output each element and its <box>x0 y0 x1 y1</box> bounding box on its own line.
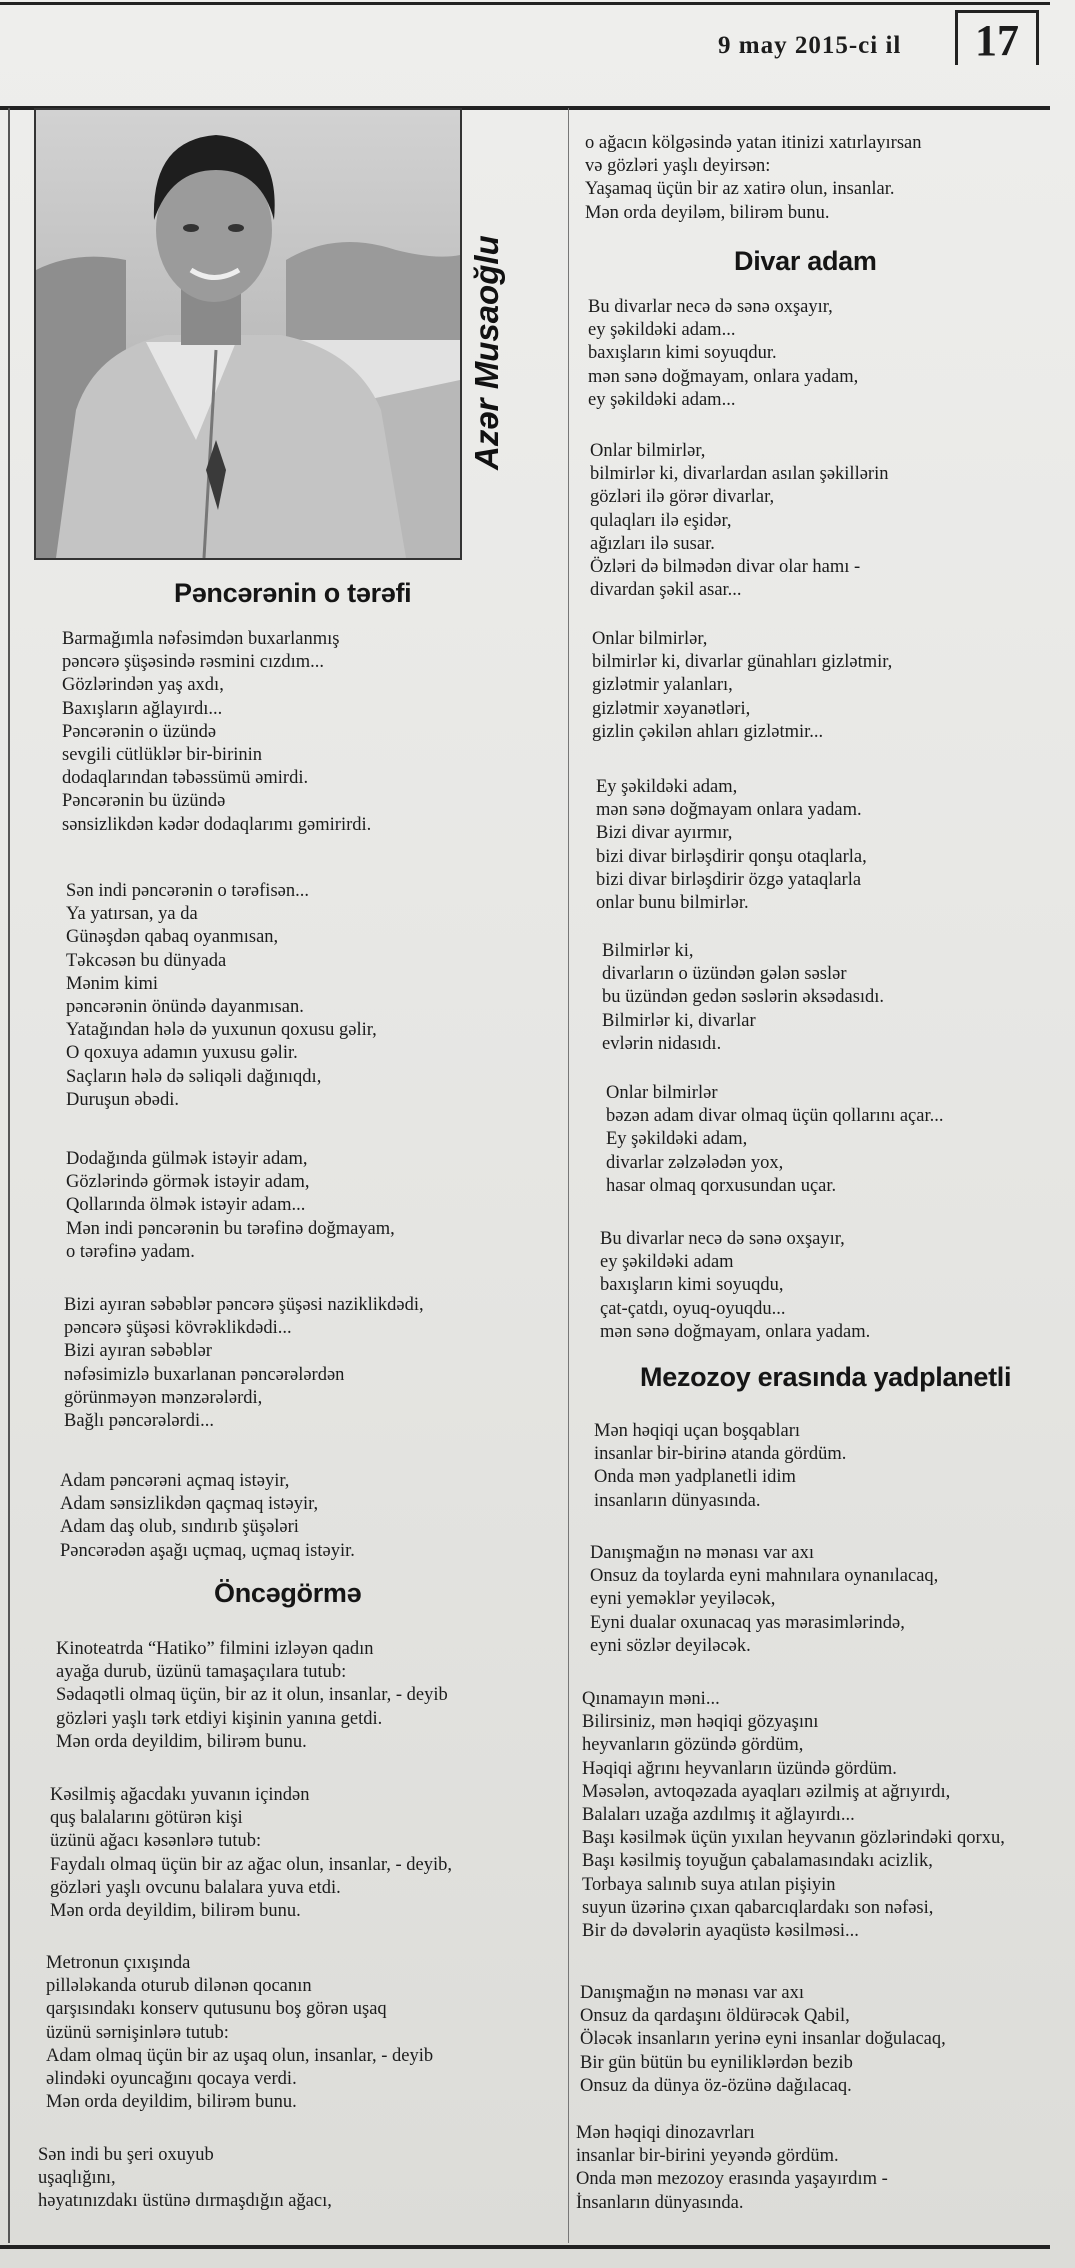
verse-line: ayağa durub, üzünü tamaşaçılara tutub: <box>56 1662 347 1683</box>
verse-line: Faydalı olmaq üçün bir az ağac olun, insanlar, - deyib, <box>50 1854 453 1875</box>
verse-line: pəncərə şüşəsi kövrəklikdədi... <box>64 1318 292 1339</box>
verse-line: onlar bunu bilmirlər. <box>596 893 749 914</box>
verse-line: gizlətmir yalanları, <box>592 675 733 696</box>
verse-line: bu üzündən gedən səslərin əksədasıdı. <box>602 987 885 1008</box>
verse-line: Öləcək insanların yerinə eyni insanlar doğulacaq, <box>580 2029 946 2050</box>
verse-line: Bir də dəvələrin ayaqüstə kəsilməsi... <box>582 1921 859 1942</box>
verse-line: əlindəki oyuncağını qocaya verdi. <box>46 2069 297 2090</box>
verse-line: Mən orda deyiləm, bilirəm bunu. <box>585 202 830 223</box>
verse-line: Sən indi pəncərənin o tərəfisən... <box>66 881 309 901</box>
verse-line: Onsuz da toylarda eyni mahnılara oynanılacaq, <box>590 1566 939 1587</box>
poem-title-pencerenin-o-terefi: Pəncərənin o tərəfi <box>174 578 412 608</box>
author-photo <box>34 108 462 560</box>
verse-line: Bilmirlər ki, divarlar <box>602 1010 756 1031</box>
poem2-stanza-3 <box>46 1952 433 2114</box>
poem3-stanza-6 <box>606 1082 944 1198</box>
verse-line: və gözləri yaşlı deyirsən: <box>585 156 771 177</box>
verse-line: pillələkanda oturub dilənən qocanın <box>46 1976 312 1997</box>
verse-line: Adam olmaq üçün bir az uşaq olun, insanlar, - deyib <box>46 2045 434 2066</box>
verse-line: baxışların kimi soyuqdur. <box>588 343 777 364</box>
verse-line: gizlətmir xəyanətləri, <box>592 698 751 719</box>
verse-line: Yatağından hələ də yuxunun qoxusu gəlir, <box>66 1020 377 1041</box>
verse-line: Baxışların ağlayırdı... <box>62 698 223 719</box>
verse-line: Onlar bilmirlər, <box>592 629 708 649</box>
verse-line: bilmirlər ki, divarlardan asılan şəkillərin <box>590 464 889 485</box>
verse-line: bizi divar birləşdirir qonşu otaqlarla, <box>596 846 867 867</box>
verse-line: Adam sənsizlikdən qaçmaq istəyir, <box>60 1494 319 1515</box>
verse-line: mən sənə doğmayam, onlara yadam. <box>600 1321 871 1342</box>
verse-line: Həqiqi ağrını heyvanların üzündə gördüm. <box>582 1758 897 1779</box>
verse-line: Barmağımla nəfəsimdən buxarlanmış <box>62 629 340 649</box>
verse-line: Bizi ayıran səbəblər <box>64 1341 212 1362</box>
verse-line: divarların o üzündən gələn səslər <box>602 964 847 985</box>
verse-line: Bizi divar ayırmır, <box>596 823 733 844</box>
verse-line: mən sənə doğmayam, onlara yadam, <box>588 366 859 387</box>
verse-line: gözləri ilə görər divarlar, <box>590 487 775 508</box>
poem-title-oncegorme: Öncəgörmə <box>214 1578 362 1608</box>
poem4-stanza-3 <box>582 1688 1005 1943</box>
verse-line: gizlin çəkilən ahları gizlətmir... <box>592 721 824 742</box>
verse-line: Eyni dualar oxunacaq yas mərasimlərində, <box>590 1612 905 1633</box>
verse-line: Pəncərədən aşağı uçmaq, uçmaq istəyir. <box>60 1540 355 1561</box>
verse-line: Bizi ayıran səbəblər pəncərə şüşəsi naziklikdədi, <box>64 1295 424 1315</box>
verse-line: pəncərə şüşəsində rəsmini cızdım... <box>62 652 324 673</box>
verse-line: Onlar bilmirlər <box>606 1083 718 1103</box>
verse-line: Ey şəkildəki adam, <box>606 1129 748 1150</box>
verse-line: Bilirsiniz, mən həqiqi gözyaşını <box>582 1712 819 1733</box>
verse-line: Özləri də bilmədən divar olar hamı - <box>590 557 861 578</box>
verse-line: həyatınızdakı üstünə dırmaşdığın ağacı, <box>38 2191 332 2212</box>
verse-line: mən sənə doğmayam onlara yadam. <box>596 800 862 821</box>
left-margin-rule <box>8 108 10 2243</box>
verse-line: Pəncərənin o üzündə <box>62 721 217 742</box>
verse-line: Onlar bilmirlər, <box>590 441 706 461</box>
verse-line: Gözlərindən yaş axdı, <box>62 675 224 696</box>
poem3-stanza-1 <box>588 296 858 412</box>
author-name: Azər Musaoğlu <box>468 235 505 470</box>
verse-line: Mən həqiqi uçan boşqabları <box>594 1421 801 1441</box>
verse-line: dodaqlarından təbəssümü əmirdi. <box>62 768 309 789</box>
verse-line: Qollarında ölmək istəyir adam... <box>66 1195 306 1216</box>
poem1-stanza-4 <box>64 1294 424 1433</box>
verse-line: İnsanların dünyasında. <box>576 2192 744 2213</box>
verse-line: hasar olmaq qorxusundan uçar. <box>606 1175 837 1196</box>
poem3-stanza-5 <box>602 940 884 1056</box>
verse-line: Onsuz da dünya öz-özünə dağılacaq. <box>580 2075 852 2096</box>
poem-title-mezozoy: Mezozoy erasında yadplanetli <box>640 1362 1012 1392</box>
verse-line: Bir gün bütün bu eyniliklərdən bezib <box>580 2052 853 2073</box>
verse-line: Mən orda deyildim, bilirəm bunu. <box>50 1901 301 1922</box>
verse-line: Bağlı pəncərələrdi... <box>64 1411 214 1432</box>
verse-line: Duruşun əbədi. <box>66 1089 180 1110</box>
poem1-stanza-5 <box>60 1470 355 1563</box>
verse-line: bizi divar birləşdirir özgə yataqlarla <box>596 869 862 890</box>
verse-line: Balaları uzağa azdılmış it ağlayırdı... <box>582 1805 855 1826</box>
poem2-continuation <box>585 132 922 225</box>
poem3-stanza-4 <box>596 776 867 915</box>
verse-line: Onsuz da qardaşını öldürəcək Qabil, <box>580 2006 850 2027</box>
verse-line: Təkcəsən bu dünyada <box>66 950 227 971</box>
verse-line: Yaşamaq üçün bir az xatirə olun, insanlar. <box>585 179 895 200</box>
verse-line: çat-çatdı, oyuq-oyuqdu... <box>600 1298 786 1319</box>
verse-line: Mən orda deyildim, bilirəm bunu. <box>56 1731 307 1752</box>
verse-line: Mən indi pəncərənin bu tərəfinə doğmayam, <box>66 1218 395 1239</box>
poem1-stanza-1 <box>62 628 371 837</box>
poem1-stanza-2 <box>66 880 377 1112</box>
verse-line: Adam pəncərəni açmaq istəyir, <box>60 1471 290 1491</box>
verse-line: Sədaqətli olmaq üçün, bir az it olun, insanlar, - deyib <box>56 1685 448 1706</box>
verse-line: suyun üzərinə çıxan qabarcıqlardakı son nəfəsi, <box>582 1897 934 1918</box>
verse-line: sənsizlikdən kədər dodaqlarımı gəmirirdi. <box>62 814 372 835</box>
verse-line: divardan şəkil asar... <box>590 580 742 601</box>
verse-line: qarşısındakı konserv qutusunu boş görən uşaq <box>46 1999 387 2020</box>
verse-line: Torbaya salınıb suya atılan pişiyin <box>582 1874 836 1895</box>
verse-line: Danışmağın nə mənası var axı <box>590 1543 814 1563</box>
verse-line: bəzən adam divar olmaq üçün qollarını açar... <box>606 1106 944 1127</box>
verse-line: Başı kəsilmiş toyuğun çabalamasındakı acizlik, <box>582 1851 933 1872</box>
poem3-stanza-2 <box>590 440 888 602</box>
verse-line: pəncərənin önündə dayanmısan. <box>66 997 304 1018</box>
page-number: 17 <box>955 10 1039 65</box>
verse-line: insanlar bir-birinə atanda gördüm. <box>594 1444 847 1465</box>
issue-date: 9 may 2015-ci il <box>718 32 902 59</box>
verse-line: Saçların hələ də səliqəli dağınıqdı, <box>66 1066 322 1087</box>
verse-line: divarlar zəlzələdən yox, <box>606 1152 784 1173</box>
verse-line: Ya yatırsan, ya da <box>66 904 198 925</box>
verse-line: Danışmağın nə mənası var axı <box>580 1983 804 2003</box>
verse-line: Günəşdən qabaq oyanmısan, <box>66 927 279 948</box>
poem2-stanza-1 <box>56 1638 448 1754</box>
verse-line: eyni yeməklər yeyiləcək, <box>590 1589 776 1610</box>
verse-line: o tərəfinə yadam. <box>66 1241 195 1262</box>
verse-line: Məsələn, avtoqəzada ayaqları əzilmiş at ağrıyırdı, <box>582 1781 951 1802</box>
verse-line: Bu divarlar necə də sənə oxşayır, <box>588 297 833 317</box>
verse-line: üzünü sərnişinlərə tutub: <box>46 2022 229 2043</box>
verse-line: Bu divarlar necə də sənə oxşayır, <box>600 1229 845 1249</box>
column-divider <box>568 108 569 2243</box>
verse-line: Gözlərində görmək istəyir adam, <box>66 1172 310 1193</box>
verse-line: Kinoteatrda “Hatiko” filmini izləyən qadın <box>56 1639 374 1659</box>
verse-line: insanların dünyasında. <box>594 1490 761 1511</box>
verse-line: heyvanların gözündə gördüm, <box>582 1735 804 1756</box>
verse-line: ağızları ilə susar. <box>590 533 715 554</box>
verse-line: Dodağında gülmək istəyir adam, <box>66 1149 308 1169</box>
footer-rule <box>0 2245 1050 2249</box>
verse-line: bilmirlər ki, divarlar günahları gizlətmir, <box>592 652 893 673</box>
verse-line: Kəsilmiş ağacdakı yuvanın içindən <box>50 1785 310 1805</box>
verse-line: Pəncərənin bu üzündə <box>62 791 226 812</box>
verse-line: qulaqları ilə eşidər, <box>590 510 732 531</box>
verse-line: insanlar bir-birini yeyəndə gördüm. <box>576 2146 839 2167</box>
verse-line: Mən orda deyildim, bilirəm bunu. <box>46 2092 297 2113</box>
verse-line: Sən indi bu şeri oxuyub <box>38 2145 214 2165</box>
poem4-stanza-1 <box>594 1420 846 1513</box>
verse-line: O qoxuya adamın yuxusu gəlir. <box>66 1043 298 1064</box>
verse-line: Onda mən yadplanetli idim <box>594 1467 796 1488</box>
verse-line: Ey şəkildəki adam, <box>596 777 738 797</box>
verse-line: ey şəkildəki adam... <box>588 320 736 341</box>
verse-line: Onda mən mezozoy erasında yaşayırdım - <box>576 2169 888 2190</box>
verse-line: o ağacın kölgəsində yatan itinizi xatırlayırsan <box>585 133 922 153</box>
verse-line: Mən həqiqi dinozavrları <box>576 2123 755 2143</box>
poem3-stanza-7 <box>600 1228 870 1344</box>
poem2-stanza-2 <box>50 1784 452 1923</box>
verse-line: eyni sözlər deyiləcək. <box>590 1635 751 1656</box>
verse-line: gözləri yaşlı tərk etdiyi kişinin yanına getdi. <box>56 1708 383 1729</box>
verse-line: Metronun çıxışında <box>46 1953 191 1973</box>
verse-line: Başı kəsilmək üçün yıxılan heyvanın gözlərindəki qorxu, <box>582 1828 1005 1849</box>
verse-line: gözləri yaşlı ovcunu balalara yuva etdi. <box>50 1877 341 1898</box>
poem3-stanza-3 <box>592 628 892 744</box>
poem1-stanza-3 <box>66 1148 395 1264</box>
poem2-stanza-4 <box>38 2144 332 2214</box>
verse-line: ey şəkildəki adam... <box>588 389 736 410</box>
poem4-stanza-2 <box>590 1542 938 1658</box>
verse-line: Mənim kimi <box>66 973 158 994</box>
verse-line: üzünü ağacı kəsənlərə tutub: <box>50 1831 262 1852</box>
verse-line: Adam daş olub, sındırıb şüşələri <box>60 1517 299 1538</box>
header-top-rule <box>0 2 1050 5</box>
verse-line: görünməyən mənzərələrdi, <box>64 1387 263 1408</box>
verse-line: ey şəkildəki adam <box>600 1252 734 1273</box>
poem4-stanza-5 <box>576 2122 888 2215</box>
verse-line: sevgili cütlüklər bir-birinin <box>62 745 263 766</box>
poem4-stanza-4 <box>580 1982 946 2098</box>
verse-line: Bilmirlər ki, <box>602 941 694 961</box>
poem-title-divar-adam: Divar adam <box>734 246 877 276</box>
verse-line: quş balalarını götürən kişi <box>50 1808 243 1829</box>
verse-line: nəfəsimizlə buxarlanan pəncərələrdən <box>64 1364 345 1385</box>
verse-line: Qınamayın məni... <box>582 1689 720 1709</box>
portrait-illustration <box>36 110 460 558</box>
verse-line: baxışların kimi soyuqdu, <box>600 1275 784 1296</box>
verse-line: evlərin nidasıdı. <box>602 1033 722 1054</box>
verse-line: uşaqlığını, <box>38 2168 116 2189</box>
